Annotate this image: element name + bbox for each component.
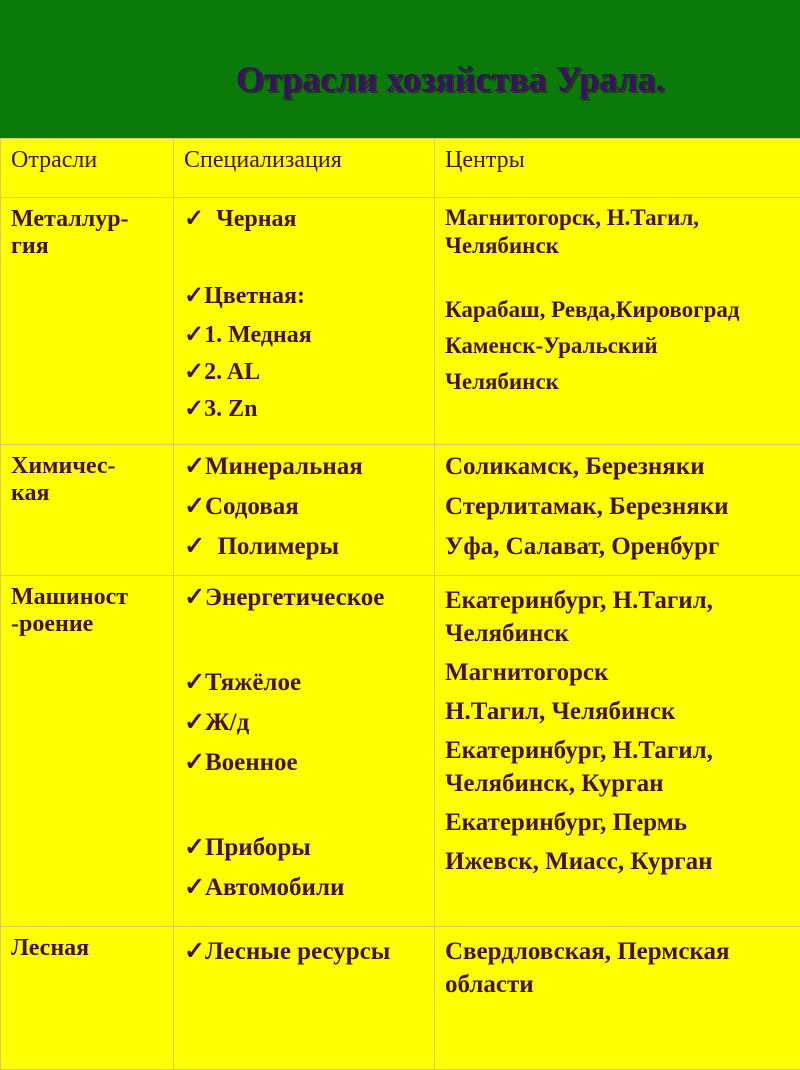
spec-item: ✓ Автомобили: [184, 874, 434, 901]
center-item: Свердловская, Пермская области: [445, 935, 790, 1001]
spec-item: ✓ Тяжёлое: [184, 669, 434, 696]
branch-cell: [1, 927, 174, 1070]
center-item: Челябинск: [445, 368, 790, 396]
spec-item: ✓ Содовая: [184, 493, 434, 520]
branch-cell: [1, 445, 174, 576]
branch-line: кая: [11, 480, 163, 507]
specialization-cell: [174, 576, 435, 927]
branch-line: Металлур-: [11, 206, 163, 233]
center-item: Каменск-Уральский: [445, 332, 790, 360]
checkmark-icon: [184, 322, 204, 348]
table-row: [1, 576, 800, 927]
spec-item: ✓ Военное: [184, 749, 434, 776]
checkmark-icon: [184, 669, 205, 696]
center-item: Уфа, Салават, Оренбург: [445, 533, 790, 560]
centers-cell: [435, 927, 800, 1070]
spec-item: ✓ Ж/д: [184, 709, 434, 736]
table-header-row: [1, 139, 800, 198]
spec-item: ✓ Энергетическое: [184, 584, 434, 611]
checkmark-icon: [184, 206, 204, 232]
centers-cell: [435, 198, 800, 445]
spec-item: ✓ Черная: [184, 206, 434, 233]
branch-line: -роение: [11, 611, 163, 638]
spec-item: ✓ Лесные ресурсы: [184, 938, 390, 965]
checkmark-icon: [184, 533, 205, 560]
center-item: Карабаш, Ревда,Кировоград: [445, 296, 790, 324]
checkmark-icon: [184, 493, 205, 520]
checkmark-icon: [184, 396, 204, 422]
branch-cell: [1, 198, 174, 445]
page-title: Отрасли хозяйства Урала.: [236, 58, 664, 100]
centers-cell: [435, 445, 800, 576]
specialization-cell: [174, 927, 435, 1070]
center-item: Стерлитамак, Березняки: [445, 493, 790, 520]
table-row: [1, 198, 800, 445]
checkmark-icon: [184, 359, 204, 385]
checkmark-icon: [184, 834, 205, 861]
table-row: [1, 927, 800, 1070]
checkmark-icon: [184, 749, 205, 776]
branch-line: Лесная: [11, 935, 163, 962]
checkmark-icon: [184, 283, 204, 309]
spec-item: ✓ 1. Медная: [184, 322, 434, 349]
center-item: Соликамск, Березняки: [445, 453, 790, 480]
table-row: [1, 445, 800, 576]
center-item: Магнитогорск, Н.Тагил, Челябинск: [445, 204, 790, 260]
checkmark-icon: [184, 453, 205, 480]
branch-cell: [1, 576, 174, 927]
checkmark-icon: [184, 709, 205, 736]
specialization-cell: [174, 198, 435, 445]
spec-item: ✓ 2. AL: [184, 359, 434, 386]
checkmark-icon: [184, 584, 205, 611]
center-item: Магнитогорск: [445, 656, 790, 689]
spec-item: ✓ Приборы: [184, 834, 434, 861]
header-centers: Центры: [435, 139, 800, 198]
branch-line: гия: [11, 233, 163, 260]
industry-table: [0, 138, 800, 1070]
header-branch: Отрасли: [1, 139, 174, 198]
spec-item: ✓ Минеральная: [184, 453, 434, 480]
center-item: Екатеринбург, Н.Тагил, Челябинск: [445, 584, 790, 650]
checkmark-icon: [184, 938, 205, 965]
header-specialization: Специализация: [174, 139, 435, 198]
center-item: Екатеринбург, Н.Тагил, Челябинск, Курган: [445, 734, 790, 800]
centers-cell: [435, 576, 800, 927]
center-item: Екатеринбург, Пермь: [445, 806, 790, 839]
title-banner: [0, 0, 800, 138]
center-item: Н.Тагил, Челябинск: [445, 695, 790, 728]
checkmark-icon: [184, 874, 205, 901]
branch-line: Машиност: [11, 584, 163, 611]
spec-item: ✓ Полимеры: [184, 533, 434, 560]
spec-item: ✓ Цветная:: [184, 283, 434, 310]
spec-item: ✓ 3. Zn: [184, 396, 434, 423]
center-item: Ижевск, Миасс, Курган: [445, 845, 790, 878]
specialization-cell: [174, 445, 435, 576]
branch-line: Химичес-: [11, 453, 163, 480]
